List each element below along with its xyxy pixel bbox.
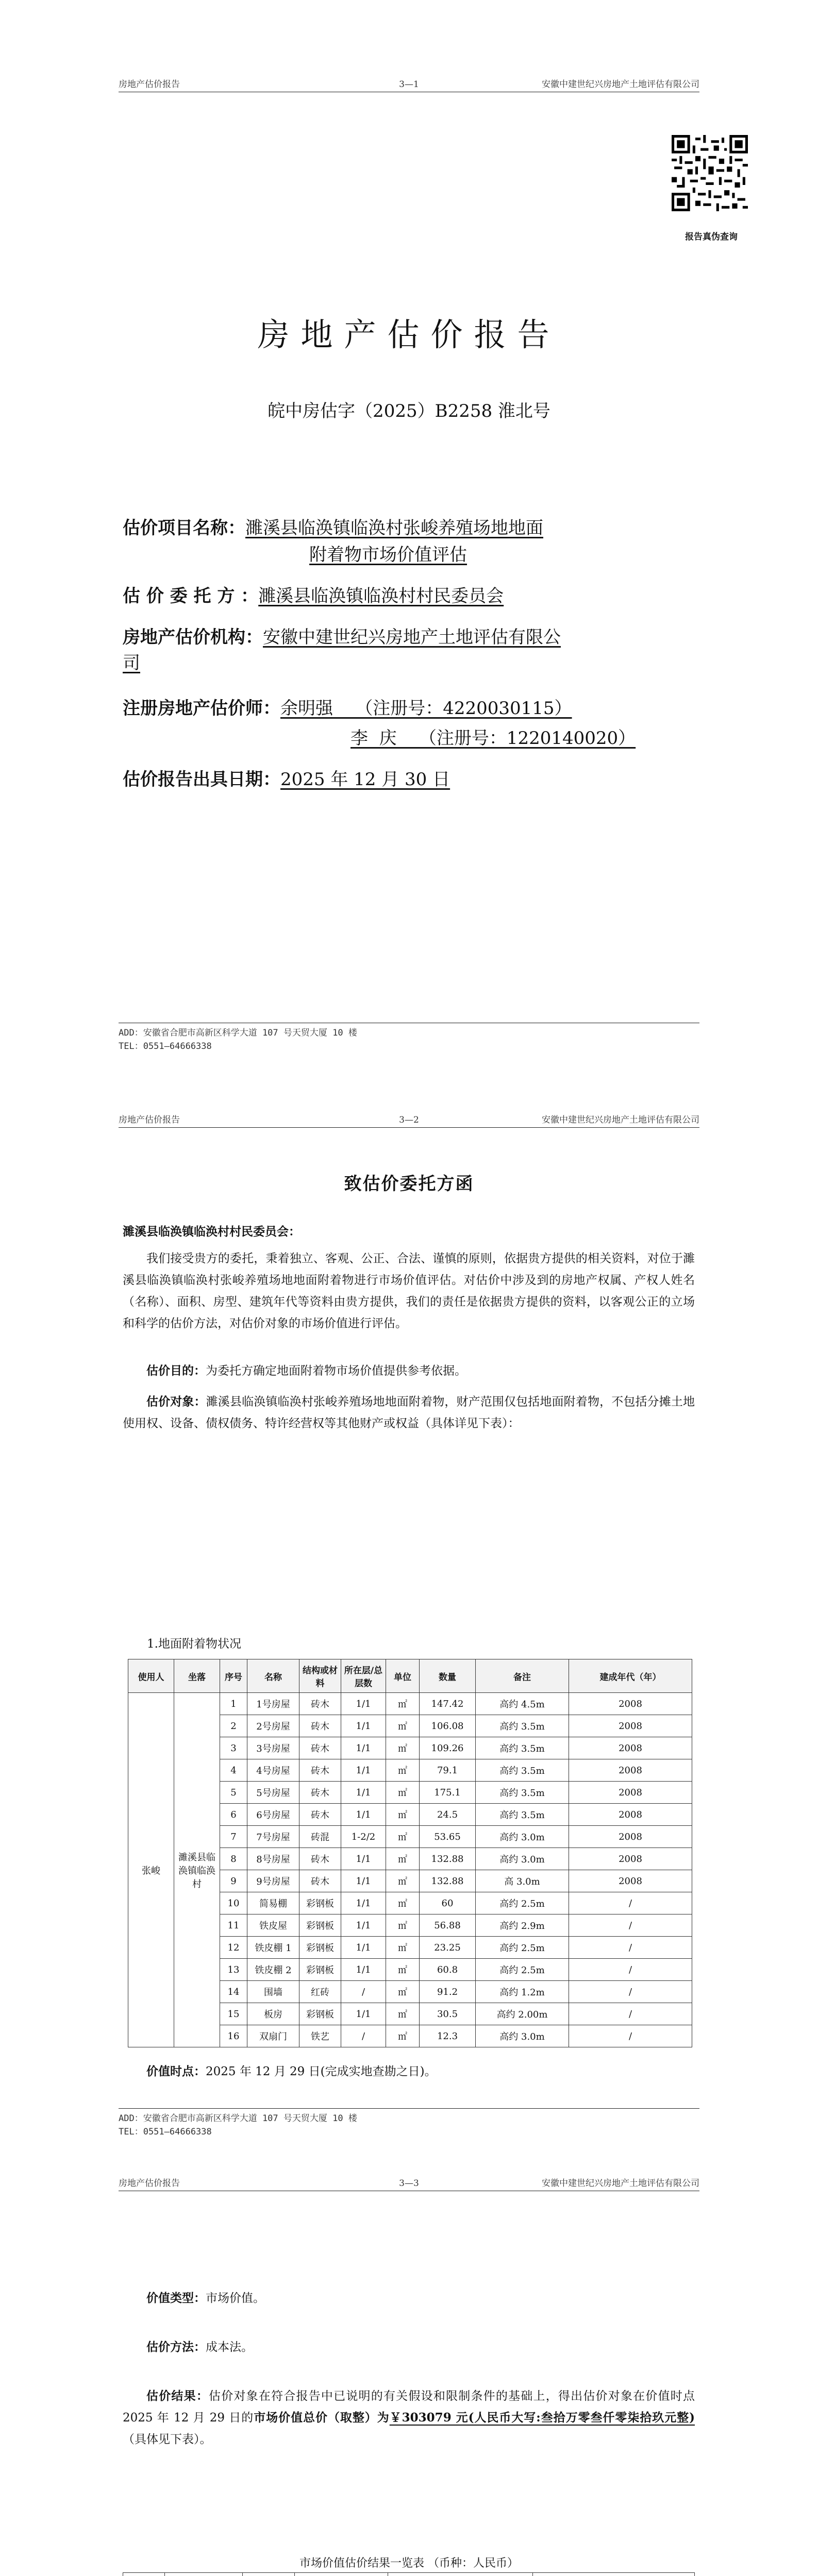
table-cell: 12.3 (420, 2025, 476, 2047)
table-cell: ㎡ (386, 1715, 420, 1737)
cover-page (0, 0, 818, 1072)
table-cell: 4 (220, 1759, 247, 1782)
table-cell: 1/1 (341, 1870, 386, 1892)
table-cell: 15 (220, 2003, 247, 2025)
result-table-caption: 市场价值估价结果一览表 （币种：人民币） (299, 2557, 519, 2570)
table-cell: / (341, 2025, 386, 2047)
table-cell: / (569, 1981, 692, 2003)
report-title: 房地产估价报告 (257, 316, 561, 353)
table-cell: 30.5 (420, 2003, 476, 2025)
col-note: 备注 (476, 1659, 569, 1693)
table-cell: ㎡ (386, 1959, 420, 1981)
table-cell: 2008 (569, 1759, 692, 1782)
project-label: 估价项目名称： (123, 518, 245, 538)
value-type-row (123, 2287, 695, 2309)
table-cell: ㎡ (386, 1782, 420, 1804)
method-text: 成本法。 (206, 2341, 253, 2354)
table-cell: 高约 2.5m (476, 1959, 569, 1981)
letter-addressee: 濉溪县临涣镇临涣村村民委员会： (123, 1225, 301, 1239)
table-cell: 1/1 (341, 1759, 386, 1782)
page-number: 3—2 (399, 1115, 419, 1125)
table-cell: 132.88 (420, 1848, 476, 1870)
table-cell: 高约 3.0m (476, 1826, 569, 1848)
object-label: 估价对象： (146, 1395, 206, 1409)
table-cell: ㎡ (386, 2003, 420, 2025)
table-cell: ㎡ (386, 1804, 420, 1826)
table-cell: 1号房屋 (247, 1693, 299, 1715)
table-cell: 高约 3.5m (476, 1737, 569, 1759)
table-cell: 砖木 (299, 1737, 341, 1759)
result-row (123, 2385, 695, 2450)
table-cell: 5号房屋 (247, 1782, 299, 1804)
client-row (123, 583, 705, 609)
table-cell: 砖木 (299, 1693, 341, 1715)
table-cell: ㎡ (386, 1914, 420, 1937)
table-cell: 106.08 (420, 1715, 476, 1737)
table-cell: ㎡ (386, 1937, 420, 1959)
running-header (119, 1113, 699, 1128)
table-cell: / (569, 2003, 692, 2025)
table-cell: 砖混 (299, 1826, 341, 1848)
col-floor: 所在层/总层数 (341, 1659, 386, 1693)
table-cell: 高约 2.5m (476, 1937, 569, 1959)
table-cell: 1-2/2 (341, 1826, 386, 1848)
table-cell: 1/1 (341, 1693, 386, 1715)
client-name: 濉溪县临涣镇临涣村村民委员会 (258, 586, 504, 606)
running-header (119, 2176, 699, 2191)
report-number: 皖中房估字（2025）B2258 淮北号 (268, 401, 550, 421)
table-cell: 91.2 (420, 1981, 476, 2003)
col-structure: 结构或材料 (299, 1659, 341, 1693)
table-cell: 2008 (569, 1804, 692, 1826)
table-cell: / (569, 1914, 692, 1937)
header-right: 安徽中建世纪兴房地产土地评估有限公司 (542, 2178, 699, 2189)
status-table-header (128, 1659, 692, 1693)
table-cell: 9号房屋 (247, 1870, 299, 1892)
page-number: 3—3 (399, 2178, 419, 2189)
col-location: 坐落 (174, 1659, 220, 1693)
table-cell: ㎡ (386, 1981, 420, 2003)
table-cell: 简易棚 (247, 1892, 299, 1914)
col-no: 序号 (220, 1659, 247, 1693)
agency-row-2 (123, 650, 705, 676)
table-cell: 8号房屋 (247, 1848, 299, 1870)
table-cell: 彩钢板 (299, 1937, 341, 1959)
status-table-caption: 1.地面附着物状况 (147, 1637, 241, 1651)
table-cell: 高约 1.2m (476, 1981, 569, 2003)
running-header (119, 77, 699, 92)
date-row (123, 767, 705, 792)
col-unit (243, 2573, 295, 2576)
table-cell: ㎡ (386, 1848, 420, 1870)
value-type-label: 价值类型： (146, 2291, 206, 2305)
table-cell: 5 (220, 1782, 247, 1804)
table-cell: 12 (220, 1937, 247, 1959)
table-cell: 7 (220, 1826, 247, 1848)
table-cell: 2008 (569, 1693, 692, 1715)
qr-code-icon[interactable] (672, 135, 748, 211)
table-cell: 1/1 (341, 1848, 386, 1870)
cell-user: 张峻 (128, 1693, 174, 2047)
table-cell: / (341, 1981, 386, 2003)
table-cell: 高约 3.5m (476, 1759, 569, 1782)
footer-address: ADD：安徽省合肥市高新区科学大道 107 号天贸大厦 10 楼 (119, 2113, 357, 2124)
col-name (165, 2573, 243, 2576)
table-cell: 1/1 (341, 1959, 386, 1981)
table-cell: ㎡ (386, 1693, 420, 1715)
purpose-label: 估价目的： (146, 1364, 206, 1378)
table-cell: 2008 (569, 1870, 692, 1892)
table-cell: 高约 3.0m (476, 2025, 569, 2047)
col-user: 使用人 (128, 1659, 174, 1693)
letter-intro: 我们接受贵方的委托，秉着独立、客观、公正、合法、谨慎的原则，依据贵方提供的相关资料，对位于濉溪县临涣镇临涣村张峻养殖场地地面附着物进行市场价值评估。对估价中涉及到的房地产权属、产权人姓名（名称）、面积、房型、建筑年代等资料由贵方提供，我们的责任是依据贵方提供的资料，以客观公正的立场和科学的估价方法，对估价对象的市场价值进行评估。 (123, 1252, 695, 1330)
col-no (123, 2573, 165, 2576)
table-cell: 高约 2.5m (476, 1892, 569, 1914)
qr-caption: 报告真伪查询 (685, 232, 738, 242)
table-cell: 3 (220, 1737, 247, 1759)
valuation-time-label: 价值时点： (146, 2064, 206, 2078)
table-cell: 1/1 (341, 2003, 386, 2025)
page-footer (119, 2108, 699, 2139)
table-cell: 109.26 (420, 1737, 476, 1759)
table-cell: ㎡ (386, 1759, 420, 1782)
table-cell: 16 (220, 2025, 247, 2047)
table-cell: 6号房屋 (247, 1804, 299, 1826)
table-cell: 彩钢板 (299, 1914, 341, 1937)
table-cell: 13 (220, 1959, 247, 1981)
table-cell: 铁皮棚 1 (247, 1937, 299, 1959)
agency-name-cont: 司 (123, 653, 140, 673)
status-table (128, 1659, 692, 2047)
table-cell: 板房 (247, 2003, 299, 2025)
table-cell: 14 (220, 1981, 247, 2003)
table-cell: 7号房屋 (247, 1826, 299, 1848)
valuation-time-text: 2025 年 12 月 29 日(完成实地查勘之日)。 (206, 2065, 437, 2078)
table-cell: 23.25 (420, 1937, 476, 1959)
table-cell: / (569, 1892, 692, 1914)
table-cell: 彩钢板 (299, 2003, 341, 2025)
table-cell: 60.8 (420, 1959, 476, 1981)
table-cell: 高 3.0m (476, 1870, 569, 1892)
table-cell: 10 (220, 1892, 247, 1914)
table-cell: 双扇门 (247, 2025, 299, 2047)
table-cell: 1/1 (341, 1892, 386, 1914)
date-label: 估价报告出具日期： (123, 769, 280, 790)
table-cell: 175.1 (420, 1782, 476, 1804)
agency-row (123, 624, 705, 650)
footer-tel: TEL：0551—64666338 (119, 1041, 212, 1052)
table-cell: 147.42 (420, 1693, 476, 1715)
appraiser-2: 李 庆 （注册号：1220140020） (350, 728, 636, 749)
header-right: 安徽中建世纪兴房地产土地评估有限公司 (542, 1115, 699, 1125)
table-cell: 1 (220, 1693, 247, 1715)
table-cell: ㎡ (386, 1870, 420, 1892)
appraiser-row-2 (350, 725, 711, 751)
table-cell: 53.65 (420, 1826, 476, 1848)
client-label: 估 价 委 托 方 ： (123, 586, 259, 606)
table-cell: 砖木 (299, 1870, 341, 1892)
footer-tel: TEL：0551—64666338 (119, 2127, 212, 2137)
table-cell: / (569, 2025, 692, 2047)
table-cell: 铁艺 (299, 2025, 341, 2047)
table-cell: ㎡ (386, 2025, 420, 2047)
result-label: 估价结果： (146, 2389, 209, 2403)
letter-title: 致估价委托方函 (344, 1174, 474, 1194)
table-cell: ㎡ (386, 1826, 420, 1848)
table-cell: 24.5 (420, 1804, 476, 1826)
result-amount: ￥303079 元(人民币大写:叁拾万零叁仟零柒拾玖元整) (389, 2411, 695, 2425)
table-cell: 11 (220, 1914, 247, 1937)
object-row (123, 1391, 695, 1434)
table-cell: 2008 (569, 1715, 692, 1737)
purpose-row (123, 1360, 695, 1382)
table-cell: 2008 (569, 1737, 692, 1759)
header-right: 安徽中建世纪兴房地产土地评估有限公司 (542, 79, 699, 90)
table-cell: 1/1 (341, 1782, 386, 1804)
table-cell: 2号房屋 (247, 1715, 299, 1737)
value-type-text: 市场价值。 (206, 2292, 265, 2305)
table-cell: 铁皮棚 2 (247, 1959, 299, 1981)
table-row (128, 1693, 692, 1715)
table-cell: 1/1 (341, 1715, 386, 1737)
col-unit: 单位 (386, 1659, 420, 1693)
table-cell: 1/1 (341, 1737, 386, 1759)
table-cell: 3号房屋 (247, 1737, 299, 1759)
appraiser-row (123, 696, 705, 721)
table-cell: 高约 2.9m (476, 1914, 569, 1937)
status-table-body (128, 1693, 692, 2047)
header-left: 房地产估价报告 (119, 2178, 180, 2189)
table-cell: 高约 4.5m (476, 1693, 569, 1715)
table-cell: 高约 3.0m (476, 1848, 569, 1870)
table-cell: 砖木 (299, 1715, 341, 1737)
col-total (533, 2573, 695, 2576)
table-cell: 9 (220, 1870, 247, 1892)
col-qty (295, 2573, 388, 2576)
table-cell: 高约 3.5m (476, 1715, 569, 1737)
table-cell: 彩钢板 (299, 1892, 341, 1914)
table-cell: ㎡ (386, 1892, 420, 1914)
result-table-header (123, 2573, 695, 2576)
table-cell: 围墙 (247, 1981, 299, 2003)
col-year: 建成年代（年） (569, 1659, 692, 1693)
project-name-row-2 (309, 542, 701, 568)
table-cell: / (569, 1937, 692, 1959)
table-cell: 红砖 (299, 1981, 341, 2003)
appraiser-1: 余明强 （注册号：4220030115） (280, 698, 572, 719)
table-cell: 56.88 (420, 1914, 476, 1937)
result-bold: 市场价值总价（取整）为 (254, 2411, 390, 2425)
col-name: 名称 (247, 1659, 299, 1693)
table-cell: 2 (220, 1715, 247, 1737)
table-cell: 2008 (569, 1782, 692, 1804)
method-row (123, 2336, 695, 2358)
table-cell: 铁皮屋 (247, 1914, 299, 1937)
table-cell: 79.1 (420, 1759, 476, 1782)
table-cell: 高约 2.00m (476, 2003, 569, 2025)
table-cell: 60 (420, 1892, 476, 1914)
result-tail: （具体见下表）。 (123, 2433, 212, 2446)
purpose-text: 为委托方确定地面附着物市场价值提供参考依据。 (206, 1364, 466, 1378)
table-cell: 8 (220, 1848, 247, 1870)
page-footer (119, 1023, 699, 1053)
table-cell: 砖木 (299, 1782, 341, 1804)
result-text: 估价对象在符合报告中已说明的有关假设和限制条件的基础上，得出估价对象在价值时点 2025 年 12 月 29 日的 (123, 2389, 695, 2425)
valuation-time-row (123, 2061, 695, 2082)
table-cell: 132.88 (420, 1870, 476, 1892)
table-cell: 2008 (569, 1848, 692, 1870)
col-unit-price (388, 2573, 533, 2576)
project-name-row (123, 515, 705, 541)
col-qty: 数量 (420, 1659, 476, 1693)
project-name: 濉溪县临涣镇临涣村张峻养殖场地地面 (245, 518, 543, 538)
header-left: 房地产估价报告 (119, 79, 180, 90)
table-cell: 砖木 (299, 1759, 341, 1782)
table-cell: 砖木 (299, 1804, 341, 1826)
table-cell: 彩钢板 (299, 1959, 341, 1981)
table-cell: 高约 3.5m (476, 1804, 569, 1826)
result-table (123, 2572, 695, 2576)
method-label: 估价方法： (146, 2340, 206, 2354)
table-cell: ㎡ (386, 1737, 420, 1759)
table-cell: 1/1 (341, 1914, 386, 1937)
table-cell: 2008 (569, 1826, 692, 1848)
table-cell: 砖木 (299, 1848, 341, 1870)
header-left: 房地产估价报告 (119, 1115, 180, 1125)
object-text: 濉溪县临涣镇临涣村张峻养殖场地地面附着物，财产范围仅包括地面附着物，不包括分摊土地使用权、设备、债权债务、特许经营权等其他财产或权益（具体详见下表）： (123, 1395, 695, 1430)
agency-label: 房地产估价机构： (123, 627, 263, 648)
issue-date: 2025 年 12 月 30 日 (280, 769, 450, 790)
project-name-cont: 附着物市场价值评估 (309, 545, 467, 565)
appraiser-label: 注册房地产估价师： (123, 698, 280, 719)
footer-address: ADD：安徽省合肥市高新区科学大道 107 号天贸大厦 10 楼 (119, 1028, 357, 1038)
table-cell: 1/1 (341, 1937, 386, 1959)
table-cell: 1/1 (341, 1804, 386, 1826)
page-number: 3—1 (399, 79, 419, 90)
agency-name: 安徽中建世纪兴房地产土地评估有限公 (263, 627, 561, 648)
table-cell: 4号房屋 (247, 1759, 299, 1782)
cell-location: 濉溪县临涣镇临涣村 (174, 1693, 220, 2047)
table-cell: 高约 3.5m (476, 1782, 569, 1804)
table-cell: 6 (220, 1804, 247, 1826)
table-cell: / (569, 1959, 692, 1981)
